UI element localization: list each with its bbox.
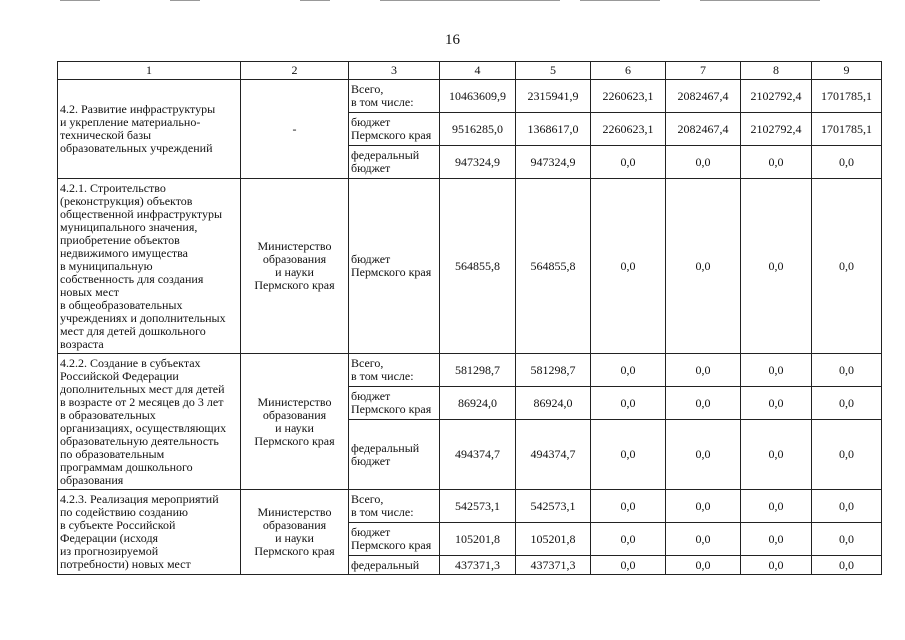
responsible-executor: - <box>241 80 349 179</box>
table-row <box>58 354 882 387</box>
amount-cell: 494374,7 <box>440 420 516 490</box>
amount-cell: 86924,0 <box>516 387 591 420</box>
amount-cell: 0,0 <box>666 420 741 490</box>
amount-cell: 0,0 <box>591 490 666 523</box>
amount-cell: 0,0 <box>591 523 666 556</box>
amount-cell: 2315941,9 <box>516 80 591 113</box>
activity-description: 4.2.3. Реализация мероприятий по содействию созданию в субъекте Российской Федерации (исходя из прогнозируемой потребности) новых мест <box>58 490 241 575</box>
amount-cell: 0,0 <box>741 490 812 523</box>
amount-cell: 0,0 <box>591 179 666 354</box>
funding-source: бюджет Пермского края <box>349 523 440 556</box>
amount-cell: 947324,9 <box>516 146 591 179</box>
amount-cell: 10463609,9 <box>440 80 516 113</box>
amount-cell: 0,0 <box>666 146 741 179</box>
header-cell-4: 4 <box>440 62 516 80</box>
amount-cell: 0,0 <box>812 420 882 490</box>
amount-cell: 0,0 <box>666 387 741 420</box>
header-cell-6: 6 <box>591 62 666 80</box>
amount-cell: 0,0 <box>591 146 666 179</box>
amount-cell: 494374,7 <box>516 420 591 490</box>
amount-cell: 0,0 <box>591 354 666 387</box>
header-cell-2: 2 <box>241 62 349 80</box>
amount-cell: 0,0 <box>591 556 666 575</box>
amount-cell: 105201,8 <box>516 523 591 556</box>
funding-table <box>57 61 882 575</box>
table-row <box>58 490 882 523</box>
header-cell-9: 9 <box>812 62 882 80</box>
amount-cell: 0,0 <box>812 523 882 556</box>
amount-cell: 105201,8 <box>440 523 516 556</box>
scan-top-edge <box>0 0 905 2</box>
amount-cell: 0,0 <box>666 523 741 556</box>
header-row <box>58 62 882 80</box>
amount-cell: 581298,7 <box>516 354 591 387</box>
amount-cell: 0,0 <box>741 179 812 354</box>
amount-cell: 0,0 <box>812 490 882 523</box>
amount-cell: 2082467,4 <box>666 113 741 146</box>
activity-description: 4.2.1. Строительство (реконструкция) объектов общественной инфраструктуры муниципального значения, приобретение объектов недвижимого имущества в муниципальную собственность для создания новых мест в общеобразовательных учреждениях и дополнительных мест для детей дошкольного возраста <box>58 179 241 354</box>
activity-description: 4.2. Развитие инфраструктуры и укрепление материально- технической базы образовательных учреждений <box>58 80 241 179</box>
amount-cell: 0,0 <box>666 556 741 575</box>
amount-cell: 1701785,1 <box>812 80 882 113</box>
amount-cell: 0,0 <box>666 490 741 523</box>
amount-cell: 0,0 <box>812 146 882 179</box>
amount-cell: 564855,8 <box>516 179 591 354</box>
amount-cell: 0,0 <box>741 523 812 556</box>
amount-cell: 0,0 <box>666 179 741 354</box>
amount-cell: 542573,1 <box>516 490 591 523</box>
amount-cell: 437371,3 <box>516 556 591 575</box>
amount-cell: 0,0 <box>741 556 812 575</box>
header-cell-7: 7 <box>666 62 741 80</box>
amount-cell: 0,0 <box>741 387 812 420</box>
amount-cell: 0,0 <box>812 179 882 354</box>
funding-source: бюджет Пермского края <box>349 113 440 146</box>
funding-source: федеральный <box>349 556 440 575</box>
amount-cell: 0,0 <box>812 556 882 575</box>
amount-cell: 2260623,1 <box>591 80 666 113</box>
header-cell-1: 1 <box>58 62 241 80</box>
amount-cell: 581298,7 <box>440 354 516 387</box>
amount-cell: 0,0 <box>741 354 812 387</box>
amount-cell: 1368617,0 <box>516 113 591 146</box>
amount-cell: 0,0 <box>812 387 882 420</box>
header-cell-8: 8 <box>741 62 812 80</box>
funding-source: федеральный бюджет <box>349 420 440 490</box>
amount-cell: 947324,9 <box>440 146 516 179</box>
amount-cell: 0,0 <box>591 420 666 490</box>
amount-cell: 0,0 <box>666 354 741 387</box>
funding-source: федеральный бюджет <box>349 146 440 179</box>
amount-cell: 1701785,1 <box>812 113 882 146</box>
funding-source: бюджет Пермского края <box>349 179 440 354</box>
amount-cell: 0,0 <box>741 146 812 179</box>
amount-cell: 542573,1 <box>440 490 516 523</box>
table-row <box>58 179 882 354</box>
amount-cell: 0,0 <box>741 420 812 490</box>
amount-cell: 0,0 <box>812 354 882 387</box>
amount-cell: 2082467,4 <box>666 80 741 113</box>
page-number: 16 <box>445 32 460 48</box>
funding-source: Всего, в том числе: <box>349 490 440 523</box>
funding-source: Всего, в том числе: <box>349 80 440 113</box>
responsible-executor: Министерство образования и науки Пермского края <box>241 490 349 575</box>
amount-cell: 9516285,0 <box>440 113 516 146</box>
header-cell-3: 3 <box>349 62 440 80</box>
amount-cell: 0,0 <box>591 387 666 420</box>
header-cell-5: 5 <box>516 62 591 80</box>
responsible-executor: Министерство образования и науки Пермского края <box>241 354 349 490</box>
responsible-executor: Министерство образования и науки Пермского края <box>241 179 349 354</box>
activity-description: 4.2.2. Создание в субъектах Российской Федерации дополнительных мест для детей в возрасте от 2 месяцев до 3 лет в образовательных организациях, осуществляющих образовательную деятельность по образовательным программам дошкольного образования <box>58 354 241 490</box>
amount-cell: 86924,0 <box>440 387 516 420</box>
amount-cell: 437371,3 <box>440 556 516 575</box>
amount-cell: 2260623,1 <box>591 113 666 146</box>
table-row <box>58 80 882 113</box>
amount-cell: 564855,8 <box>440 179 516 354</box>
amount-cell: 2102792,4 <box>741 113 812 146</box>
funding-source: Всего, в том числе: <box>349 354 440 387</box>
funding-source: бюджет Пермского края <box>349 387 440 420</box>
amount-cell: 2102792,4 <box>741 80 812 113</box>
